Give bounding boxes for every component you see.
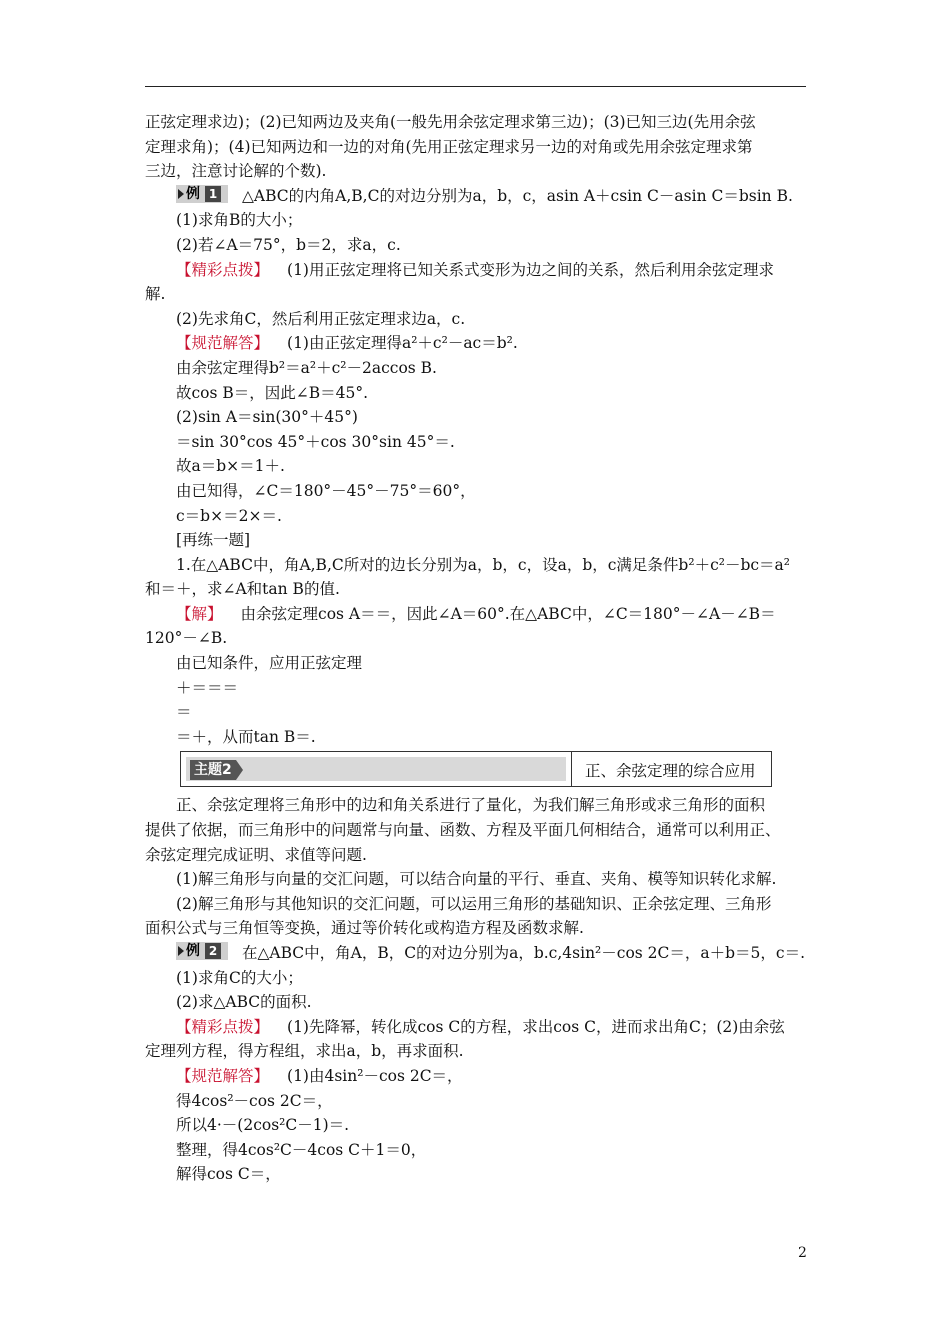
- practice-solution-step: ＝＋，从而tan B＝.: [176, 727, 316, 746]
- page-number: 2: [798, 1245, 807, 1261]
- triangle-arrow-icon: [178, 946, 184, 956]
- example2-answer-step: 所以4·－(2cos²C－1)＝.: [176, 1116, 350, 1135]
- header-rule: [145, 86, 806, 87]
- intro-line: 三边，注意讨论解的个数).: [145, 162, 327, 181]
- hint-text: (1)用正弦定理将已知关系式变形为边之间的关系，然后利用余弦定理求: [287, 260, 774, 279]
- example2-answer-step: 整理，得4cos²C－4cos C＋1＝0，: [176, 1140, 427, 1159]
- example1-answer-step: 故cos B＝，因此∠B＝45°.: [176, 383, 369, 402]
- solution-text: 由余弦定理cos A＝＝，因此∠A＝60°.在△ABC中，∠C＝180°－∠A－∠B＝: [240, 604, 776, 623]
- solution-label: 【解】: [176, 604, 223, 623]
- example1-answer-step: (2)sin A＝sin(30°＋45°): [176, 408, 358, 427]
- answer-text: (1)由正弦定理得a²＋c²－ac＝b².: [287, 334, 518, 353]
- answer-label: 【规范解答】: [176, 334, 270, 353]
- example1-hint-cont: 解.: [145, 285, 166, 304]
- example1-answer-step: c＝b×＝2×＝.: [176, 506, 282, 525]
- practice-solution-step: ＋＝＝＝: [176, 678, 239, 697]
- theme2-title: 正、余弦定理的综合应用: [585, 762, 756, 781]
- hint-label: 【精彩点拨】: [176, 260, 270, 279]
- hint-text: (1)先降幂，转化成cos C的方程，求出cos C，进而求出角C；(2)由余弦: [287, 1017, 785, 1036]
- practice-solution-cont: 120°－∠B.: [145, 629, 228, 648]
- example-badge-label: 例: [186, 943, 200, 959]
- example1-question: △ABC的内角A,B,C的对边分别为a，b，c，asin A＋csin C－asin C＝bsin B.: [242, 186, 793, 205]
- example1-answer-step: 故a＝b×＝1＋.: [176, 457, 285, 476]
- example1-hint-line2: (2)先求角C，然后利用正弦定理求边a，c.: [176, 309, 466, 328]
- example-badge-label: 例: [186, 185, 200, 202]
- example2-answer-step: 得4cos²－cos 2C＝，: [176, 1091, 333, 1110]
- document-page: [145, 110, 806, 1187]
- practice-solution-line: [145, 602, 806, 627]
- practice-solution-step: ＝: [176, 703, 192, 722]
- practice-question-cont: 和＝＋，求∠A和tan B的值.: [145, 580, 340, 599]
- example1-question-line: [145, 184, 806, 209]
- example2-answer-line: [145, 1064, 806, 1089]
- answer-label: 【规范解答】: [176, 1066, 270, 1085]
- triangle-arrow-icon: [178, 189, 184, 199]
- example2-hint-line: [145, 1015, 806, 1040]
- example2-question: 在△ABC中，角A，B，C的对边分别为a，b.c,4sin²－cos 2C＝，a＋b＝5，c＝.: [242, 944, 806, 962]
- example1-answer-step: 由已知得，∠C＝180°－45°－75°＝60°，: [176, 481, 476, 500]
- example1-hint-line: [145, 258, 806, 283]
- example2-part: (1)求角C的大小；: [176, 968, 303, 987]
- theme2-divider: [571, 752, 572, 786]
- answer-text: (1)由4sin²－cos 2C＝，: [287, 1066, 463, 1085]
- example1-part: (1)求角B的大小；: [176, 211, 303, 230]
- theme2-heading: [145, 751, 806, 791]
- theme2-point-cont: 面积公式与三角恒等变换，通过等价转化或构造方程及函数求解.: [145, 919, 584, 938]
- practice-solution-step: 由已知条件，应用正弦定理: [176, 654, 363, 673]
- intro-line: 正弦定理求边)；(2)已知两边及夹角(一般先用余弦定理求第三边)；(3)已知三边(先用余弦: [145, 113, 756, 131]
- hint-label: 【精彩点拨】: [176, 1017, 270, 1036]
- theme2-body: 提供了依据，而三角形中的问题常与向量、函数、方程及平面几何相结合，通常可以利用正、: [145, 821, 781, 840]
- practice-question: 1.在△ABC中，角A,B,C所对的边长分别为a，b，c，设a，b，c满足条件b²＋c²－bc＝a²: [176, 555, 791, 574]
- example-badge-number: 2: [205, 943, 221, 959]
- example-badge-number: 1: [205, 186, 221, 202]
- example1-answer-step: ＝sin 30°cos 45°＋cos 30°sin 45°＝.: [176, 432, 455, 451]
- theme2-point: (2)解三角形与其他知识的交汇问题，可以运用三角形的基础知识、正余弦定理、三角形: [176, 894, 772, 913]
- theme2-badge: 主题2: [190, 760, 236, 780]
- example1-answer-line: [145, 331, 806, 356]
- example2-part: (2)求△ABC的面积.: [176, 993, 312, 1012]
- theme2-point: (1)解三角形与向量的交汇问题，可以结合向量的平行、垂直、夹角、模等知识转化求解.: [176, 870, 777, 889]
- theme2-bar: [186, 757, 566, 781]
- theme2-box: [180, 751, 772, 787]
- practice-title: [再练一题]: [176, 531, 251, 550]
- example1-answer-step: 由余弦定理得b²＝a²＋c²－2accos B.: [176, 358, 437, 377]
- example2-badge: [176, 942, 228, 960]
- example2-answer-step: 解得cos C＝，: [176, 1165, 281, 1184]
- theme2-body: 正、余弦定理将三角形中的边和角关系进行了量化，为我们解三角形或求三角形的面积: [176, 796, 766, 815]
- example1-part: (2)若∠A＝75°，b＝2，求a，c.: [176, 235, 401, 254]
- intro-line: 定理求角)；(4)已知两边和一边的对角(先用正弦定理求另一边的对角或先用余弦定理求第: [145, 137, 753, 156]
- example2-question-line: [145, 941, 806, 966]
- example1-badge: [176, 185, 228, 203]
- example2-hint-cont: 定理列方程，得方程组，求出a，b，再求面积.: [145, 1042, 464, 1061]
- theme2-body: 余弦定理完成证明、求值等问题.: [145, 845, 367, 864]
